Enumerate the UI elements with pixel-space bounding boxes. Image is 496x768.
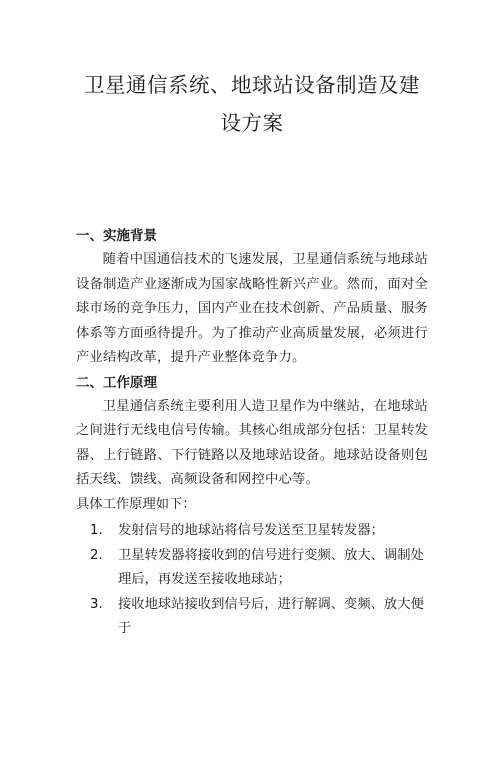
list-item [90, 519, 428, 544]
document-page [0, 66, 496, 768]
list-item-text: 发射信号的地球站将信号发送至卫星转发器； [118, 523, 384, 538]
list-item-text: 接收地球站接收到信号后，进行解调、变频、放大便于 [118, 596, 424, 636]
section-heading-background: 一、实施背景 [76, 228, 157, 244]
document-title: 卫星通信系统、地球站设备制造及建设方案 [84, 73, 420, 135]
list-item-number: 1. [90, 523, 103, 538]
list-item-number: 2. [90, 547, 103, 563]
principle-steps-list [76, 519, 428, 642]
principle-paragraph: 卫星通信系统主要利用人造卫星作为中继站，在地球站之间进行无线电信号传输。其核心组成部分包括：卫星转发器、上行链路、下行链路以及地球站设备。地球站设备则包括天线、馈线、高频设备和网控中心等。 [76, 398, 428, 487]
section-heading-principle: 二、工作原理 [76, 374, 157, 391]
principle-intro: 具体工作原理如下： [76, 496, 196, 512]
list-item-number: 3. [90, 596, 103, 612]
list-item [90, 593, 428, 642]
background-paragraph: 随着中国通信技术的飞速发展，卫星通信系统与地球站设备制造产业逐渐成为国家战略性新兴产业。然而，面对全球市场的竞争压力，国内产业在技术创新、产品质量、服务体系等方面亟待提升。为了推动产业高质量发展，必须进行产业结构改革，提升产业整体竞争力。 [76, 252, 428, 365]
list-item [90, 544, 428, 593]
list-item-text: 卫星转发器将接收到的信号进行变频、放大、调制处理后，再发送至接收地球站； [118, 547, 424, 587]
